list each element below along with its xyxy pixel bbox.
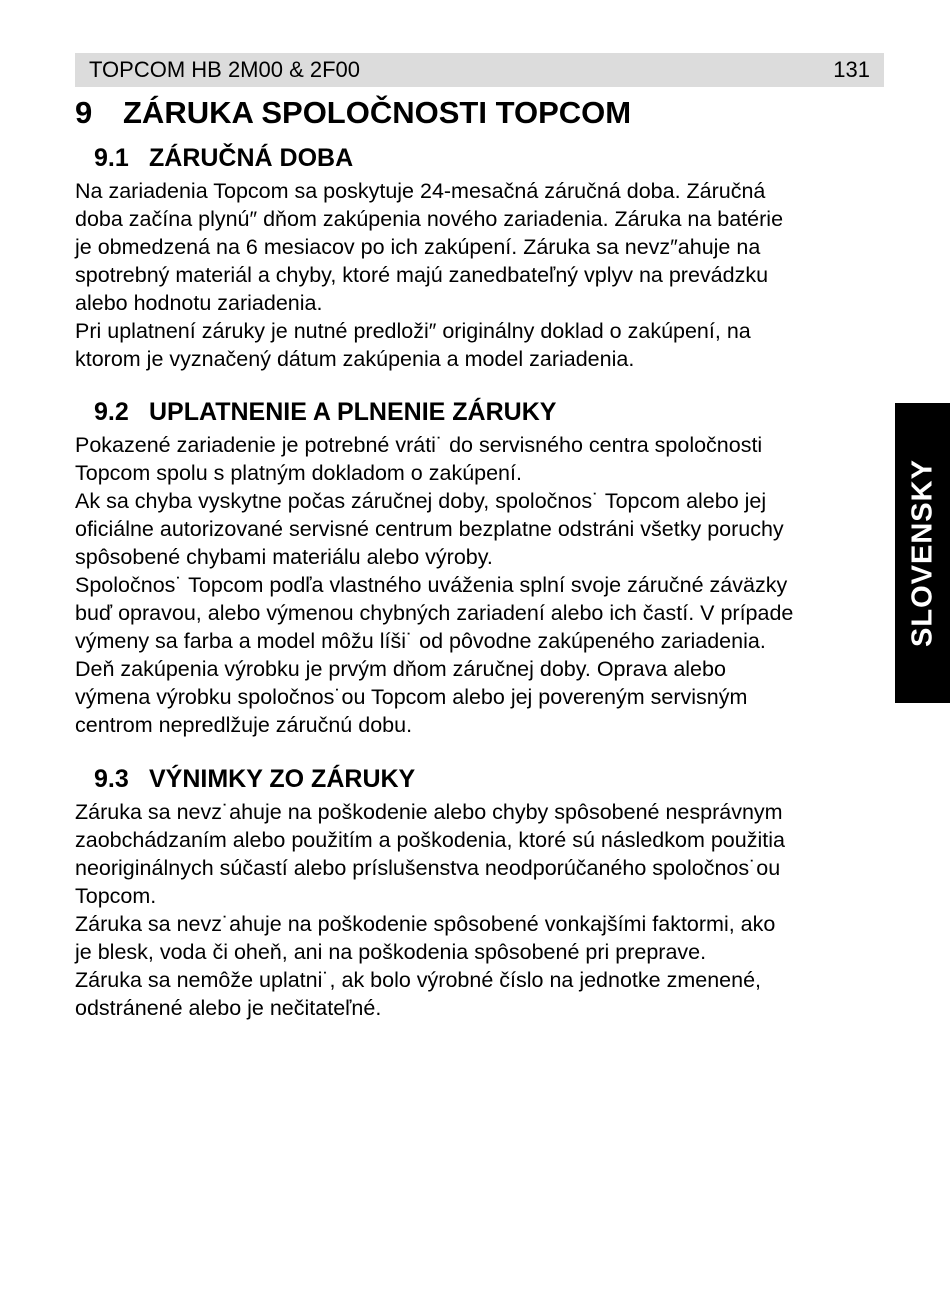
chapter-title: ZÁRUKA SPOLOČNOSTI TOPCOM [123, 95, 632, 130]
section-number: 9.1 [94, 144, 129, 172]
section-title: VÝNIMKY ZO ZÁRUKY [149, 765, 416, 793]
section-number: 9.2 [94, 398, 129, 426]
section-heading [94, 763, 885, 796]
page-header [75, 53, 884, 87]
section-heading [94, 396, 885, 429]
section-title: ZÁRUČNÁ DOBA [149, 144, 354, 172]
section-heading [94, 142, 885, 175]
section-warranty-claim [75, 396, 885, 739]
manual-title: TOPCOM HB 2M00 & 2F00 [89, 57, 361, 82]
chapter-heading [75, 94, 631, 132]
chapter-number: 9 [75, 95, 93, 130]
language-tab [895, 403, 950, 703]
section-title: UPLATNENIE A PLNENIE ZÁRUKY [149, 398, 557, 426]
section-number: 9.3 [94, 765, 129, 793]
section-warranty-exclusions [75, 763, 885, 1022]
section-warranty-period [75, 142, 885, 373]
section-body: Záruka sa nevz˙ahuje na poškodenie alebo chyby spôsobené nesprávnym zaobchádzaním alebo použitím a poškodenia, ktoré sú následkom použitia neoriginálnych súčastí alebo príslušenstva neodporúčaného spoločnos˙ou Topcom. Záruka sa nevz˙ahuje na poškodenie spôsobené vonkajšími faktormi, ako je blesk, voda či oheň, ani na poškodenia spôsobené pri preprave. Záruka sa nemôže uplatni˙, ak bolo výrobné číslo na jednotke zmenené, odstránené alebo je nečitateľné. [75, 800, 785, 1020]
section-body: Pokazené zariadenie je potrebné vráti˙ do servisného centra spoločnosti Topcom spolu s platným dokladom o zakúpení. Ak sa chyba vyskytne počas záručnej doby, spoločnos˙ Topcom alebo jej oficiálne autorizované servisné centrum bezplatne odstráni všetky poruchy spôsobené chybami materiálu alebo výroby. Spoločnos˙ Topcom podľa vlastného uváženia splní svoje záručné záväzky buď opravou, alebo výmenou chybných zariadení alebo ich častí. V prípade výmeny sa farba a model môžu líši˙ od pôvodne zakúpeného zariadenia. Deň zakúpenia výrobku je prvým dňom záručnej doby. Oprava alebo výmena výrobku spoločnos˙ou Topcom alebo jej povereným servisným centrom nepredlžuje záručnú dobu. [75, 433, 794, 737]
language-tab-label: SLOVENSKY [906, 459, 938, 647]
page-number: 131 [833, 57, 870, 82]
section-body: Na zariadenia Topcom sa poskytuje 24-mesačná záručná doba. Záručná doba začína plynú″ dňom zakúpenia nového zariadenia. Záruka na batérie je obmedzená na 6 mesiacov po ich zakúpení. Záruka sa nevz″ahuje na spotrebný materiál a chyby, ktoré majú zanedbateľný vplyv na prevádzku alebo hodnotu zariadenia. Pri uplatnení záruky je nutné predloži″ originálny doklad o zakúpení, na ktorom je vyznačený dátum zakúpenia a model zariadenia. [75, 179, 784, 371]
